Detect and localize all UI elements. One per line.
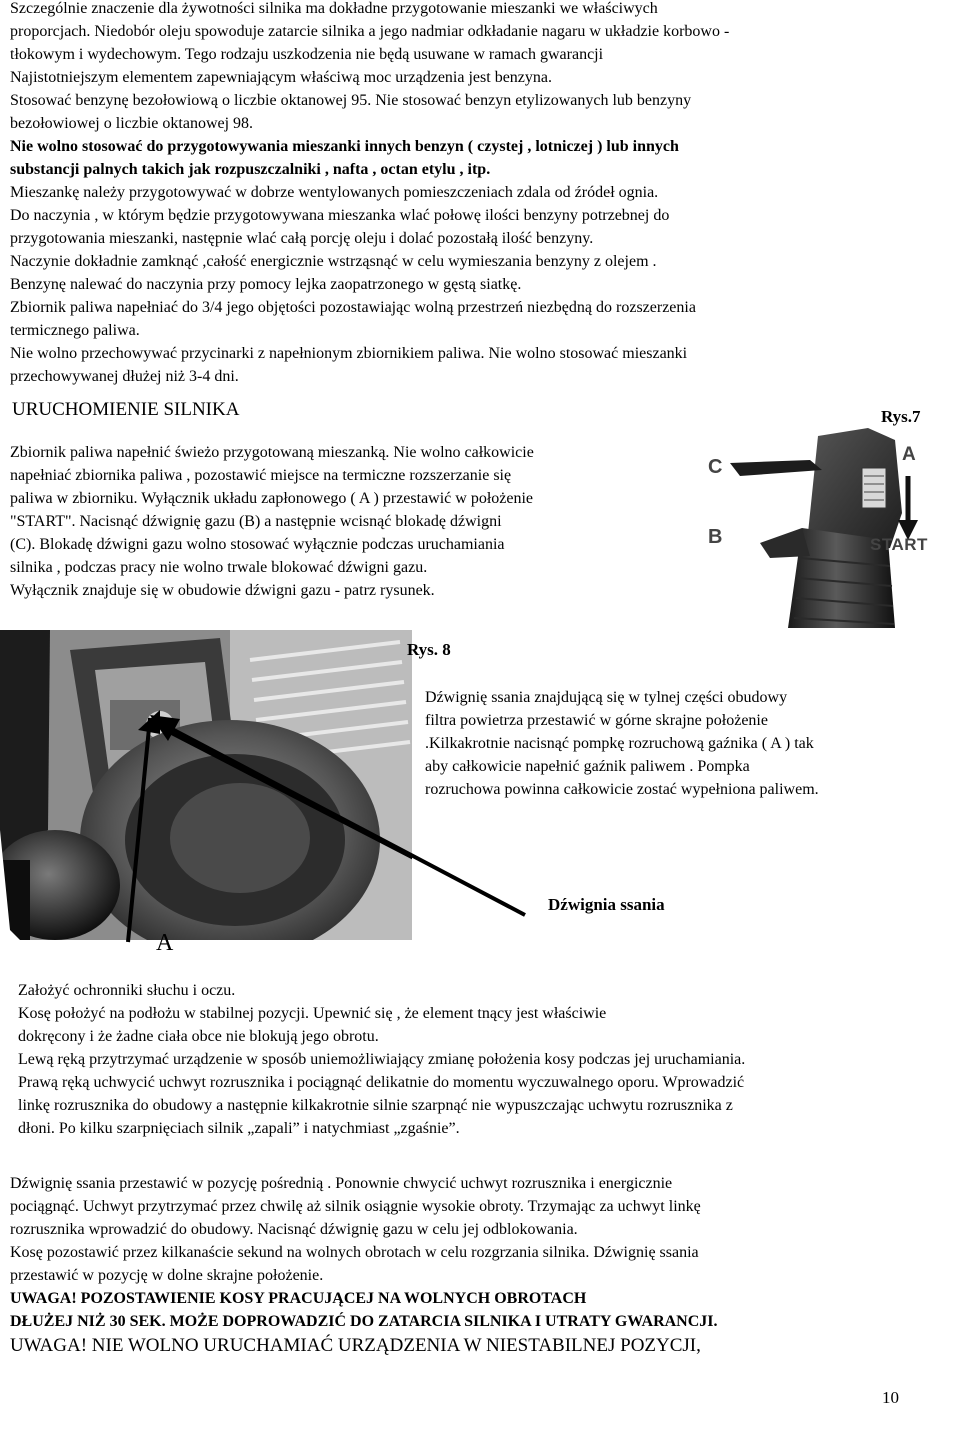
- figure-7-label-b: B: [708, 526, 723, 548]
- text-line: tłokowym i wydechowym. Tego rodzaju uszkodzenia nie będą usuwane w ramach gwarancji: [10, 46, 604, 63]
- section-title: URUCHOMIENIE SILNIKA: [12, 399, 240, 420]
- figure-7-caption: Rys.7: [881, 407, 921, 426]
- figure-7-label-start: START: [870, 535, 928, 554]
- text-line: dłoni. Po kilku szarpnięciach silnik „zapali” i natychmiast „zgaśnie”.: [18, 1120, 460, 1137]
- text-line: Do naczynia , w którym będzie przygotowywana mieszanka wlać połowę ilości benzyny potrzebnej do: [10, 207, 670, 224]
- text-line: Nie wolno stosować do przygotowywania mieszanki innych benzyn ( czystej , lotniczej ) lub innych: [10, 138, 679, 155]
- figure-8-label-a: A: [156, 930, 174, 956]
- warning-line-2: DŁUŻEJ NIŻ 30 SEK. MOŻE DOPROWADZIĆ DO ZATARCIA SILNIKA I UTRATY GWARANCJI.: [10, 1313, 718, 1330]
- text-line: Założyć ochronniki słuchu i oczu.: [18, 982, 236, 999]
- text-line: przygotowania mieszanki, następnie wlać całą porcję oleju i dolać pozostałą ilość benzyny.: [10, 230, 594, 247]
- figure-8-caption: Rys. 8: [407, 640, 451, 659]
- text-line: Zbiornik paliwa napełnić świeżo przygotowaną mieszanką. Nie wolno całkowicie: [10, 444, 534, 461]
- text-line: termicznego paliwa.: [10, 322, 140, 339]
- text-line: przestawić w pozycję w dolne skrajne położenie.: [10, 1267, 324, 1284]
- text-line: Zbiornik paliwa napełniać do 3/4 jego objętości pozostawiając wolną przestrzeń niezbędną do rozszerzenia: [10, 299, 696, 316]
- text-line: Dźwignię ssania znajdującą się w tylnej części obudowy: [425, 689, 788, 706]
- text-line: Mieszankę należy przygotowywać w dobrze wentylowanych pomieszczeniach zdala od źródeł ognia.: [10, 184, 659, 201]
- text-line: Dźwignię ssania przestawić w pozycję pośrednią . Ponownie chwycić uchwyt rozrusznika i energicznie: [10, 1175, 673, 1192]
- text-line: aby całkowicie napełnić gaźnik paliwem . Pompka: [425, 758, 750, 775]
- choke-lever-label: Dźwignia ssania: [548, 895, 665, 914]
- text-line: substancji palnych takich jak rozpuszczalniki , nafta , octan etylu , itp.: [10, 161, 491, 178]
- text-line: dokręcony i że żadne ciała obce nie blokują jego obrotu.: [18, 1028, 379, 1045]
- text-line: przechowywanej dłużej niż 3-4 dni.: [10, 368, 239, 385]
- warning-line-1: UWAGA! POZOSTAWIENIE KOSY PRACUJĄCEJ NA WOLNYCH OBROTACH: [10, 1290, 587, 1307]
- text-line: Wyłącznik znajduje się w obudowie dźwigni gazu - patrz rysunek.: [10, 582, 435, 599]
- warmup-instructions: [10, 1172, 701, 1287]
- text-line: paliwa w zbiorniku. Wyłącznik układu zapłonowego ( A ) przestawić w położenie: [10, 490, 534, 507]
- page-number: 10: [882, 1388, 899, 1407]
- text-line: Benzynę nalewać do naczynia przy pomocy lejka zaopatrzonego w gęstą siatkę.: [10, 276, 522, 293]
- throttle-handle-figure: [690, 428, 955, 628]
- text-line: Kosę położyć na podłożu w stabilnej pozycji. Upewnić się , że element tnący jest właściwie: [18, 1005, 607, 1022]
- text-line: filtra powietrza przestawić w górne skrajne położenie: [425, 712, 768, 729]
- text-line: .Kilkakrotnie nacisnąć pompkę rozruchową gaźnika ( A ) tak: [425, 735, 814, 752]
- start-instructions: [10, 441, 534, 602]
- text-line: "START". Nacisnąć dźwignię gazu (B) a następnie wcisnąć blokadę dźwigni: [10, 513, 502, 530]
- text-line: proporcjach. Niedobór oleju spowoduje zatarcie silnika a jego nadmiar odkładanie nagaru w układzie korbowo -: [10, 23, 730, 40]
- text-line: rozrusznika wprowadzić do obudowy. Nacisnąć dźwignię gazu w celu jej odblokowania.: [10, 1221, 578, 1238]
- text-line: Lewą ręką przytrzymać urządzenie w sposób uniemożliwiający zmianę położenia kosy podczas jej uruchamiania.: [18, 1051, 746, 1068]
- text-line: Stosować benzynę bezołowiową o liczbie oktanowej 95. Nie stosować benzyn etylizowanych lub benzyny: [10, 92, 692, 109]
- text-line: Naczynie dokładnie zamknąć ,całość energicznie wstrząsnąć w celu wymieszania benzyny z olejem .: [10, 253, 657, 270]
- text-line: rozruchowa powinna całkowicie zostać wypełniona paliwem.: [425, 781, 819, 798]
- text-line: bezołowiowej o liczbie oktanowej 98.: [10, 115, 254, 132]
- text-line: linkę rozrusznika do obudowy a następnie kilkakrotnie silnie szarpnąć nie wypuszczając uchwytu rozrusznika z: [18, 1097, 733, 1114]
- figure-7-label-c: C: [708, 456, 723, 478]
- text-line: napełniać zbiornika paliwa , pozostawić miejsce na termiczne rozszerzanie się: [10, 467, 512, 484]
- text-line: Kosę pozostawić przez kilkanaście sekund na wolnych obrotach w celu rozgrzania silnika. Dźwignię ssania: [10, 1244, 699, 1261]
- text-line: Szczególnie znaczenie dla żywotności silnika ma dokładne przygotowanie mieszanki we właściwych: [10, 0, 658, 17]
- text-line: Prawą ręką uchwycić uchwyt rozrusznika i pociągnąć delikatnie do momentu wyczuwalnego oporu. Wprowadzić: [18, 1074, 745, 1091]
- text-line: Najistotniejszym elementem zapewniającym właściwą moc urządzenia jest benzyna.: [10, 69, 552, 86]
- intro-paragraph: [10, 0, 729, 135]
- warning-line-3: UWAGA! NIE WOLNO URUCHAMIAĆ URZĄDZENIA W NIESTABILNEJ POZYCJI,: [10, 1335, 701, 1356]
- mixing-paragraph: [10, 181, 696, 388]
- text-line: (C). Blokadę dźwigni gazu wolno stosować wyłącznie podczas uruchamiania: [10, 536, 505, 553]
- text-line: silnika , podczas pracy nie wolno trwale blokować dźwigni gazu.: [10, 559, 428, 576]
- fuel-warning-paragraph: [10, 135, 679, 181]
- choke-instructions: [425, 686, 819, 801]
- starting-procedure: [18, 979, 745, 1140]
- text-line: Nie wolno przechowywać przycinarki z napełnionym zbiornikiem paliwa. Nie wolno stosować mieszanki: [10, 345, 688, 362]
- text-line: pociągnąć. Uchwyt przytrzymać przez chwilę aż silnik osiągnie wysokie obroty. Trzymając za uchwyt linkę: [10, 1198, 701, 1215]
- figure-7-label-a: A: [902, 444, 916, 465]
